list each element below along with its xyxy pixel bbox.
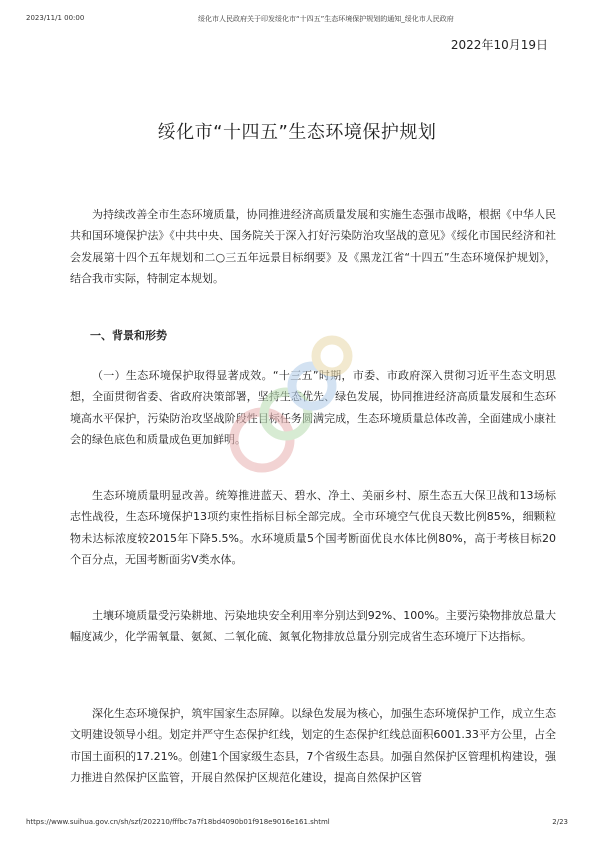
publish-date: 2022年10月19日	[450, 38, 548, 52]
body-paragraph-3: 土壤环境质量受污染耕地、污染地块安全利用率分别达到92%、100%。主要污染物排放总量大幅度减少，化学需氧量、氨氮、二氧化硫、氮氧化物排放总量分别完成省生态环境厅下达指标。	[70, 609, 556, 644]
print-footer	[26, 818, 568, 830]
section-heading: 一、背景和形势	[90, 329, 167, 342]
print-url: https://www.suihua.gov.cn/sh/szf/202210/fffbc7a7f18bd4090b01f918e9016e161.shtml	[26, 818, 330, 826]
print-header	[26, 14, 568, 26]
page-title: 绥化市“十四五”生态环境保护规划	[157, 122, 437, 143]
body-paragraph-4: 深化生态环境保护，筑牢国家生态屏障。以绿色发展为核心，加强生态环境保护工作，成立生态文明建设领导小组。划定并严守生态保护红线，划定的生态保护红线总面积6001.33平方公里，占全市国土面积的17.21%。创建1个国家级生态县，7个省级生态县。加强自然保护区管理机构建设，强力推进自然保护区监管，开展自然保护区规范化建设，提高自然保护区管	[70, 707, 556, 785]
intro-paragraph: 为持续改善全市生态环境质量，协同推进经济高质量发展和实施生态强市战略，根据《中华人民共和国环境保护法》《中共中央、国务院关于深入打好污染防治攻坚战的意见》《绥化市国民经济和社会发展第十四个五年规划和二○三五年远景目标纲要》及《黑龙江省“十四五”生态环境保护规划》，结合我市实际，特制定本规划。	[70, 208, 556, 286]
body-paragraph-2: 生态环境质量明显改善。统筹推进蓝天、碧水、净土、美丽乡村、原生态五大保卫战和13场标志性战役，生态环境保护13项约束性指标目标全部完成。全市环境空气优良天数比例85%，细颗粒物未达标浓度较2015年下降5.5%。水环境质量5个国考断面优良水体比例80%，高于考核目标20个百分点，无国考断面劣V类水体。	[70, 489, 556, 567]
body-paragraph-1: （一）生态环境保护取得显著成效。“十三五”时期，市委、市政府深入贯彻习近平生态文明思想，全面贯彻省委、省政府决策部署，坚持生态优先、绿色发展，协同推进经济高质量发展和生态环境高水平保护，污染防治攻坚战阶段性目标任务圆满完成，生态环境质量总体改善，全面建成小康社会的绿色底色和质量成色更加鲜明。	[70, 369, 556, 447]
print-datetime: 2023/11/1 00:00	[26, 14, 85, 22]
print-doc-title: 绥化市人民政府关于印发绥化市“十四五”生态环境保护规划的通知_绥化市人民政府	[198, 15, 454, 23]
page-number: 2/23	[552, 818, 568, 826]
